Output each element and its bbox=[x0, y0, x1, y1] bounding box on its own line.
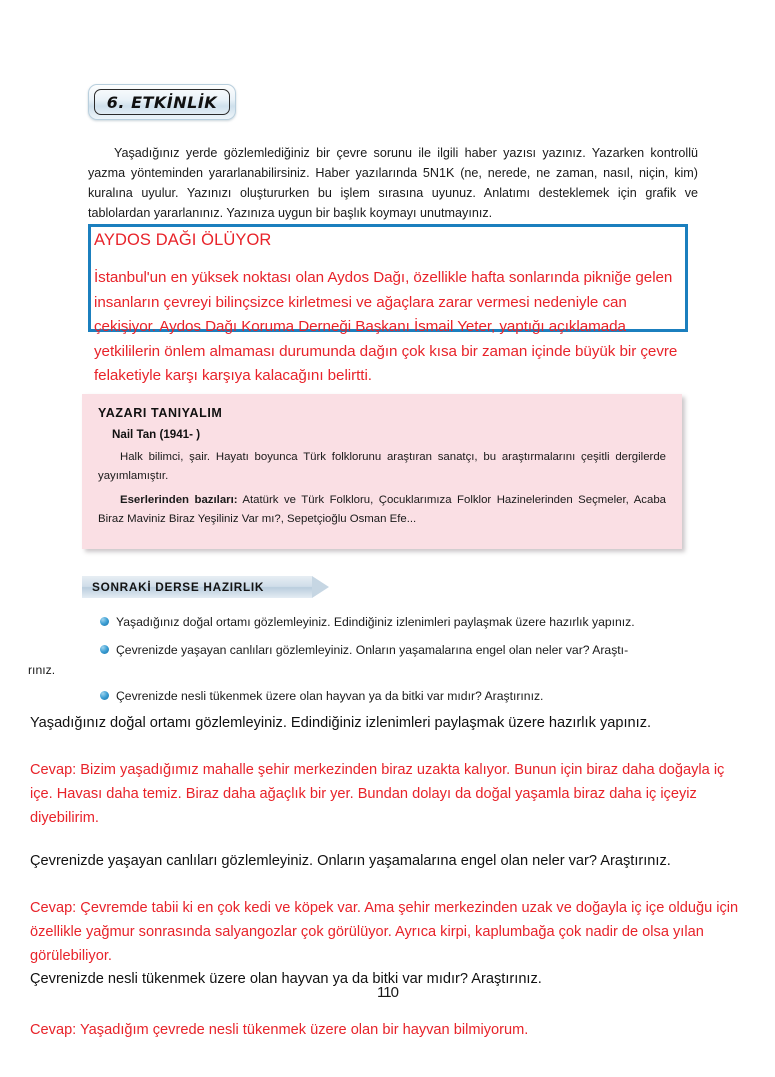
author-works-label: Eserlerinden bazıları: bbox=[120, 494, 238, 506]
news-article-body: İstanbul'un en yüksek noktası olan Aydos Dağı, özellikle hafta sonlarında pikniğe gelen insanların çevreyi bilinçsizce kirletmesi ve ağaçlara zarar vermesi nedeniyle can çekişiyor. Aydos Dağı Koruma Derneği Başkanı İsmail Yeter, yaptığı açıklamada yetkililerin önlem almaması durumunda dağın çok kısa bir zaman içinde büyük bir çevre felaketiyle karşı karşıya kalacağını belirtti. bbox=[94, 269, 678, 384]
list-item-text: Çevrenizde yaşayan canlıları gözlemleyiniz. Onların yaşamalarına engel olan neler var? Araştı- bbox=[116, 643, 629, 657]
list-item-text: Çevrenizde nesli tükenmek üzere olan hayvan ya da bitki var mıdır? Araştırınız. bbox=[116, 689, 544, 703]
qa-question: Çevrenizde nesli tükenmek üzere olan hayvan ya da bitki var mıdır? Araştırınız. bbox=[30, 971, 542, 987]
author-name: Nail Tan (1941- ) bbox=[112, 428, 201, 441]
list-item-wrap-tail: rınız. bbox=[28, 663, 56, 677]
activity-badge-label: 6. ETKİNLİK bbox=[106, 92, 218, 112]
activity-instruction-text: Yaşadığınız yerde gözlemlediğiniz bir çevre sorunu ile ilgili haber yazısı yazınız. Yazarken kontrollü yazma yönteminden yararlanabilirsiniz. Haber yazılarında 5N1K (ne, nerede, ne zaman, nasıl, niçin, kim) kuralına uyulur. Yazınızı oluştururken bu işlem sırasına uyunuz. Anlatımı desteklemek için grafik ve tablolardan yararlanınız. Yazınıza uygun bir başlık koymayı unutmayınız. bbox=[88, 145, 698, 220]
list-item bbox=[88, 612, 698, 632]
next-lesson-prep-banner bbox=[82, 576, 312, 598]
qa-block-3 bbox=[30, 968, 746, 1042]
list-item bbox=[28, 640, 698, 677]
bullet-dot-icon bbox=[100, 617, 109, 626]
author-works bbox=[98, 491, 666, 528]
prep-task-list bbox=[28, 612, 698, 714]
author-info-box bbox=[82, 394, 682, 549]
qa-block-1 bbox=[30, 712, 746, 830]
author-biography: Halk bilimci, şair. Hayatı boyunca Türk folklorunu araştıran sanatçı, bu araştırmalarını çeşitli dergilerde yayımlamıştır. bbox=[98, 451, 666, 482]
qa-question: Çevrenizde yaşayan canlıları gözlemleyiniz. Onların yaşamalarına engel olan neler var? Araştırınız. bbox=[30, 853, 671, 869]
qa-block-2 bbox=[30, 850, 746, 968]
author-box-heading: YAZARI TANIYALIM bbox=[98, 406, 223, 420]
qa-answer: Cevap: Çevremde tabii ki en çok kedi ve köpek var. Ama şehir merkezinden uzak ve doğayla iç içe olduğu için özellikle yağmur sonrasında salyangozlar çok görülüyor. Ayrıca kirpi, kaplumbağa çok nadir de olsa yılan görülebiliyor. bbox=[30, 900, 739, 964]
qa-answer: Cevap: Bizim yaşadığımız mahalle şehir merkezinden biraz uzakta kalıyor. Bunun için biraz daha doğayla iç içe. Havası daha temiz. Biraz daha ağaçlık bir yer. Bundan dolayı da doğal yaşamla biraz daha iç içeyiz diyebilirim. bbox=[30, 762, 725, 826]
news-article-title: AYDOS DAĞI ÖLÜYOR bbox=[94, 231, 272, 249]
banner-arrow-icon bbox=[312, 576, 329, 598]
activity-badge bbox=[88, 84, 236, 120]
next-lesson-prep-label: SONRAKİ DERSE HAZIRLIK bbox=[92, 580, 265, 594]
news-article-text-layer bbox=[94, 228, 690, 389]
page-number: 110 bbox=[377, 984, 398, 1001]
author-works-list: Atatürk ve Türk Folkloru, Çocuklarımıza Folklor Hazinelerinden Seçmeler, Acaba Biraz Maviniz Biraz Yeşiliniz Var mı?, Sepetçioğlu Osman Efe... bbox=[98, 494, 666, 525]
list-item-text: Yaşadığınız doğal ortamı gözlemleyiniz. Edindiğiniz izlenimleri paylaşmak üzere hazırlık yapınız. bbox=[116, 615, 635, 629]
qa-answer: Cevap: Yaşadığım çevrede nesli tükenmek üzere olan bir hayvan bilmiyorum. bbox=[30, 1022, 529, 1038]
list-item bbox=[88, 686, 698, 706]
bullet-dot-icon bbox=[100, 691, 109, 700]
qa-question: Yaşadığınız doğal ortamı gözlemleyiniz. Edindiğiniz izlenimleri paylaşmak üzere hazırlık yapınız. bbox=[30, 715, 652, 731]
bullet-dot-icon bbox=[100, 645, 109, 654]
